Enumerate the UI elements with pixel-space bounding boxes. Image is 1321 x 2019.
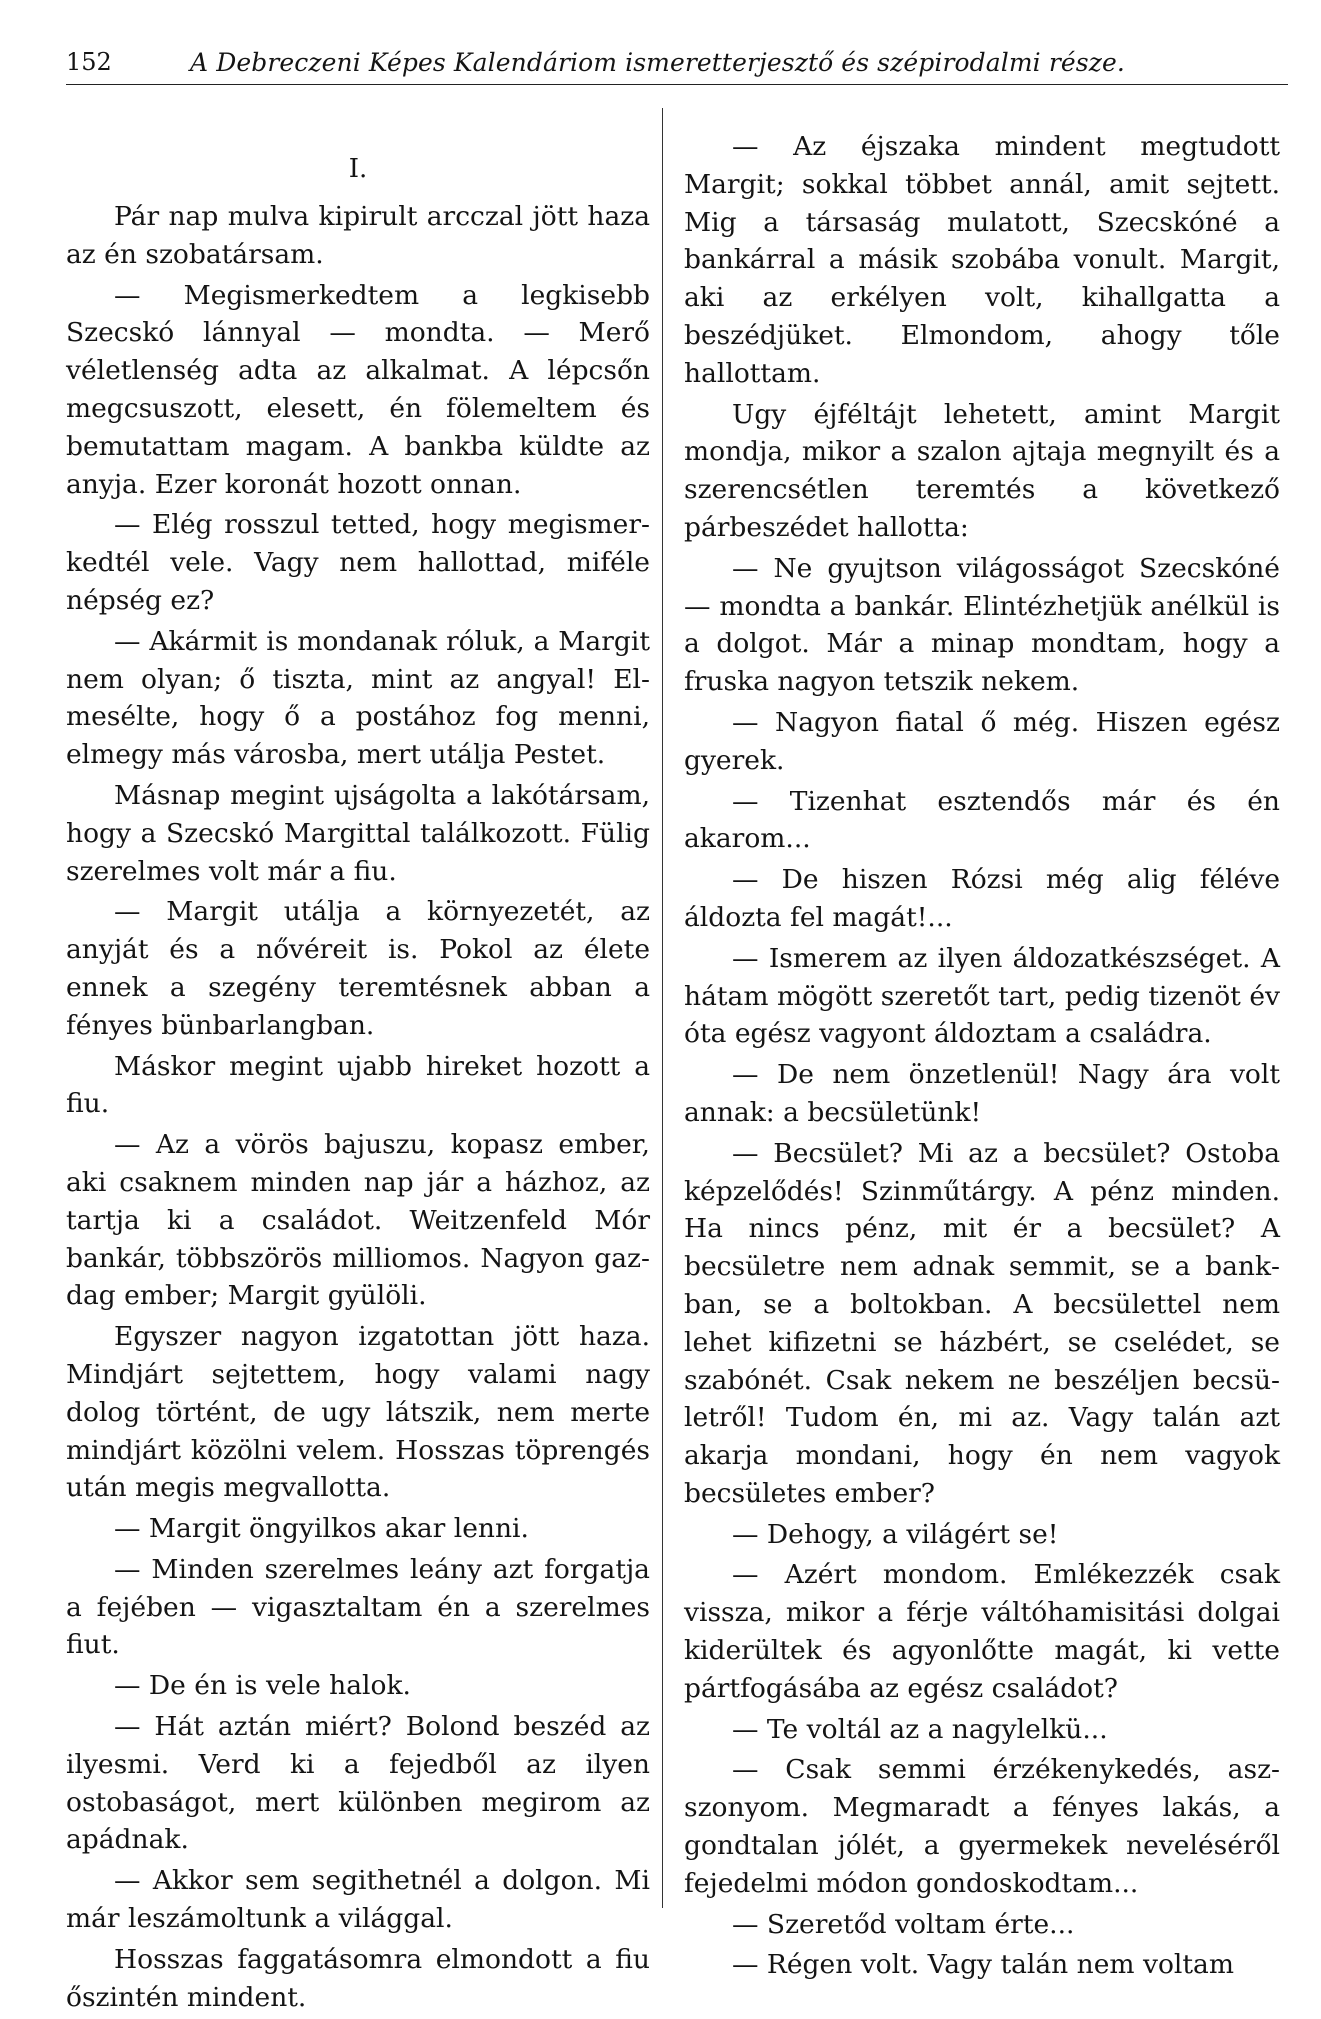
running-header [66, 44, 1288, 85]
paragraph: — Az éjszaka mindent megtudott Margit; sokkal többet annál, amit sejtett. Mig a társaság mulatott, Szecskóné a bankárral a másik szobába vonult. Margit, aki az erkélyen volt, kihallgatta a beszédjüket. Elmondom, ahogy tőle hallottam. [684, 131, 1280, 389]
paragraph: — Ne gyujtson világosságot Szecskóné — mondta a bankár. Elintézhetjük anélkül is a dolgot. Már a minap mondtam, hogy a fruska nagyon tetszik nekem. [684, 552, 1280, 698]
paragraph: Egyszer nagyon izgatottan jött haza. Mindjárt sejtettem, hogy valami nagy dolog történt, de ugy látszik, nem merte mindjárt közölni velem. Hosszas töprengés után megis megvallotta. [66, 1321, 650, 1504]
paragraph: Ugy éjféltájt lehetett, amint Margit mondja, mikor a szalon ajtaja megnyilt és a szerencsétlen teremtés a következő párbeszédet hallotta: [684, 398, 1280, 543]
paragraph: — Szeretőd voltam érte... [732, 1908, 1075, 1940]
paragraph: — Te voltál az a nagylelkü... [732, 1713, 1108, 1745]
page-number: 152 [66, 48, 112, 76]
column-divider [662, 108, 663, 1908]
paragraph: — De én is vele halok. [114, 1670, 411, 1702]
paragraph: — Elég rosszul tetted, hogy megismerkedtél vele. Vagy nem hallottad, miféle népség ez? [66, 509, 650, 616]
paragraph: Máskor megint ujabb hireket hozott a fiu. [66, 1050, 650, 1120]
section-heading: I. [348, 154, 368, 184]
running-title: A Debreczeni Képes Kalendáriom ismeretterjesztő és szépirodalmi része. [190, 48, 1125, 77]
paragraph: — De hiszen Rózsi még alig féléve áldozta fel magát!... [684, 864, 1280, 933]
paragraph: — Akkor sem segithetnél a dolgon. Mi már leszámoltunk a világgal. [66, 1865, 650, 1935]
paragraph: Hosszas faggatásomra elmondott a fiu őszintén mindent. [66, 1943, 650, 2013]
left-column [66, 122, 650, 2019]
paragraph: — Margit öngyilkos akar lenni. [114, 1513, 529, 1545]
paragraph: — Nagyon fiatal ő még. Hiszen egész gyerek. [684, 706, 1280, 776]
paragraph: — Minden szerelmes leány azt forgatja a fejében — vigasztaltam én a szerelmes fiut. [66, 1553, 650, 1661]
paragraph: — Margit utálja a környezetét, az anyját és a nővéreit is. Pokol az élete ennek a szegény teremtésnek abban a fényes bünbarlangban. [66, 896, 650, 1041]
paragraph: — Dehogy, a világért se! [732, 1518, 1059, 1550]
paragraph: — Akármit is mondanak róluk, a Margit nem olyan; ő tiszta, mint az angyal! Elmesélte, hogy ő a postához fog menni, elmegy más városba, mert utálja Pestet. [66, 625, 650, 771]
paragraph: — Csak semmi érzékenykedés, aszszonyom. Megmaradt a fényes lakás, a gondtalan jólét, a gyermekek neveléséről fejedelmi módon gondoskodtam... [684, 1754, 1280, 1899]
paragraph: Pár nap mulva kipirult arcczal jött haza az én szobatársam. [66, 201, 650, 270]
right-column [684, 128, 1280, 1987]
paragraph: — Régen volt. Vagy talán nem voltam [732, 1949, 1234, 1981]
paragraph: — Ismerem az ilyen áldozatkészséget. A hátam mögött szeretőt tart, pedig tizenöt év óta egész vagyont áldoztam a családra. [684, 942, 1280, 1050]
paragraph: — Azért mondom. Emlékezzék csak vissza, mikor a férje váltóhamisitási dolgai kiderültek és agyonlőtte magát, ki vette pártfogásába az egész családot? [684, 1559, 1280, 1704]
paragraph: — Megismerkedtem a legkisebb Szecskó lánnyal — mondta. — Merő véletlenség adta az alkalmat. A lépcsőn megcsuszott, elesett, én fölemeltem és bemutattam magam. A bankba küldte az anyja. Ezer koronát hozott onnan. [66, 279, 650, 500]
paragraph: Másnap megint ujságolta a lakótársam, hogy a Szecskó Margittal találkozott. Fülig szerelmes volt már a fiu. [66, 779, 650, 887]
paragraph: — Becsület? Mi az a becsület? Ostoba képzelődés! Szinműtárgy. A pénz minden. Ha nincs pénz, mit ér a becsület? A becsületre nem adnak semmit, se a bankban, se a boltokban. A becsülettel nem lehet kifizetni se házbért, se cselédet, se szabónét. Csak nekem ne beszéljen becsületről! Tudom én, mi az. Vagy talán azt akarja mondani, hogy én nem vagyok becsületes ember? [684, 1137, 1280, 1509]
paragraph: — Az a vörös bajuszu, kopasz ember, aki csaknem minden nap jár a házhoz, az tartja ki a családot. Weitzenfeld Mór bankár, többszörös milliomos. Nagyon gazdag ember; Margit gyülöli. [66, 1129, 650, 1312]
paragraph: — De nem önzetlenül! Nagy ára volt annak: a becsületünk! [684, 1059, 1280, 1128]
paragraph: — Hát aztán miért? Bolond beszéd az ilyesmi. Verd ki a fejedből az ilyen ostobaságot, mert különben megirom az apádnak. [66, 1711, 650, 1856]
paragraph: — Tizenhat esztendős már és én akarom... [684, 785, 1280, 855]
